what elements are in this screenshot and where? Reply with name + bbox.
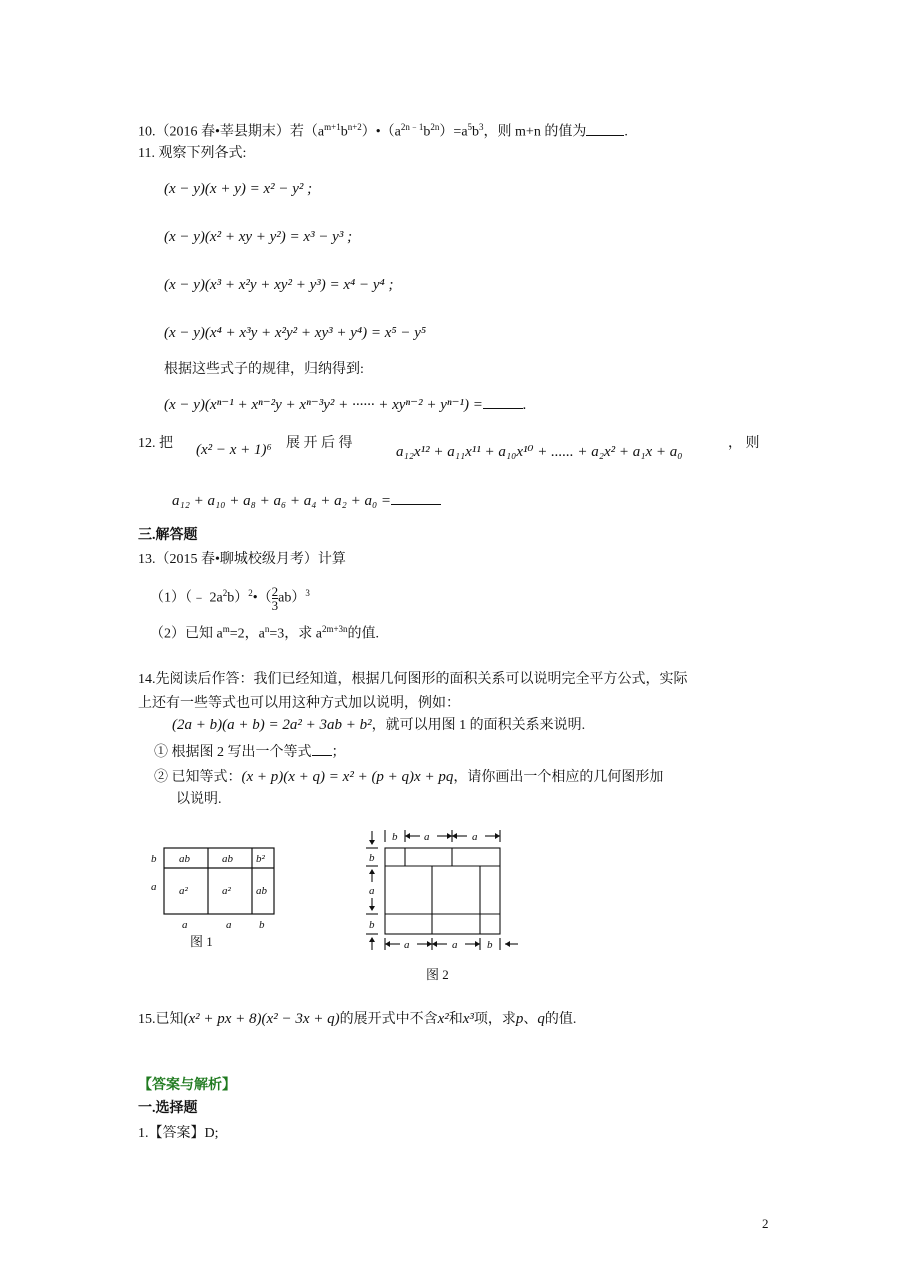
expanded-polynomial: a₁₂x¹² + a₁₁x¹¹ + a₁₀x¹⁰ + ...... + a₂x² + a₁x + a₀: [396, 444, 683, 460]
fig2-top-label-3: a: [472, 831, 478, 843]
question-14-example: (2a + b)(a + b) = 2a² + 3ab + b²，就可以用图 1 的面积关系来说明.: [172, 717, 586, 733]
fig2-left-label-1: b: [369, 852, 375, 864]
equation-2: (x − y)(x² + xy + y²) = x³ − y³ ;: [164, 229, 353, 245]
answer-blank: [586, 135, 624, 136]
answer-blank: [483, 408, 523, 409]
fig2-caption: 图 2: [426, 967, 449, 982]
fig1-cell-1: ab: [179, 853, 190, 865]
figure-2: [360, 826, 530, 991]
fig1-bottom-label-2: a: [226, 919, 232, 931]
equation-4: (x − y)(x⁴ + x³y + x²y² + xy³ + y⁴) = x⁵ − y⁵: [164, 325, 427, 341]
question-11-title: 11. 观察下列各式:: [138, 146, 247, 161]
fig1-left-label-1: b: [151, 853, 157, 865]
question-12-label: 12. 把: [138, 436, 173, 451]
question-13-part2: （2）已知 $a^m=2$，$a^n=3$，求 $a^{2m+3n}$的值.: [150, 624, 380, 642]
question-14-line2: 上还有一些等式也可以用这种方式加以说明，例如：: [138, 696, 460, 711]
fig1-cell-2: ab: [222, 853, 233, 865]
question-14-item2: ② 已知等式：(x + p)(x + q) = x² + (p + q)x + pq，请你画出一个相应的几何图形加: [154, 769, 664, 785]
fig1-caption: 图 1: [190, 934, 213, 949]
fig1-cell-4: a²: [179, 885, 188, 897]
fig1-bottom-label-3: b: [259, 919, 265, 931]
fig1-bottom-label-1: a: [182, 919, 188, 931]
fig1-left-label-2: a: [151, 881, 157, 893]
fig2-top-label-2: a: [424, 831, 430, 843]
answer-blank: [312, 755, 332, 756]
figure-1: [146, 842, 286, 959]
fraction: $\frac{2}{3}$: [271, 584, 279, 613]
fig2-bottom-label-3: b: [487, 939, 493, 951]
coefficient-sum: a₁₂ + a₁₀ + a₈ + a₆ + a₄ + a₂ + a₀ =: [172, 492, 441, 510]
expansion-expression: (x² − x + 1)⁶: [196, 442, 272, 458]
fig2-bottom-label-1: a: [404, 939, 410, 951]
answer-blank: [391, 504, 441, 505]
fig1-cell-6: ab: [256, 885, 267, 897]
equation-1: (x − y)(x + y) = x² − y² ;: [164, 181, 313, 197]
fig2-top-label-1: b: [392, 831, 398, 843]
question-12-then: ， 则: [728, 436, 760, 451]
fig1-cell-3: b²: [256, 853, 265, 865]
question-10: 10.（2016 春•莘县期末）若$(a^{m+1}b^{n+2})•(a^{2n﹣1}b^{2n})=a^5b^3$，则 m+n 的值为 .: [138, 122, 628, 140]
question-14-line1: 14.先阅读后作答：我们已经知道，根据几何图形的面积关系可以说明完全平方公式，实际: [138, 672, 688, 687]
equation-3: (x − y)(x³ + x²y + xy² + y³) = x⁴ − y⁴ ;: [164, 277, 394, 293]
fig2-left-label-3: b: [369, 919, 375, 931]
question-13-title: 13.（2015 春•聊城校级月考）计算: [138, 552, 346, 567]
section-title: 三.解答题: [138, 528, 198, 543]
question-12-mid: 展 开 后 得: [286, 436, 353, 451]
question-14-item2-line2: 以说明.: [176, 792, 222, 807]
answers-title: 【答案与解析】: [138, 1078, 236, 1093]
answer-1: 1.【答案】D;: [138, 1126, 219, 1141]
fig1-cell-5: a²: [222, 885, 231, 897]
answers-section: 一.选择题: [138, 1101, 198, 1116]
fig2-bottom-label-2: a: [452, 939, 458, 951]
conclusion-text: 根据这些式子的规律，归纳得到:: [164, 362, 364, 377]
question-14-item1: ① 根据图 2 写出一个等式 ；: [154, 745, 346, 760]
question-13-part1: （1）（﹣ $2a^2b)^2•$（ $\frac{2}{3}$ ab）$^3$: [150, 584, 310, 613]
question-15: 15.已知(x² + px + 8)(x² − 3x + q)的展开式中不含x²和x³项，求p、q的值.: [138, 1011, 577, 1027]
page-number: 2: [762, 1216, 769, 1231]
equation-general: (x − y)(xⁿ⁻¹ + xⁿ⁻²y + xⁿ⁻³y² + ······ + xyⁿ⁻² + yⁿ⁻¹) = .: [164, 397, 527, 413]
fig2-left-label-2: a: [369, 885, 375, 897]
